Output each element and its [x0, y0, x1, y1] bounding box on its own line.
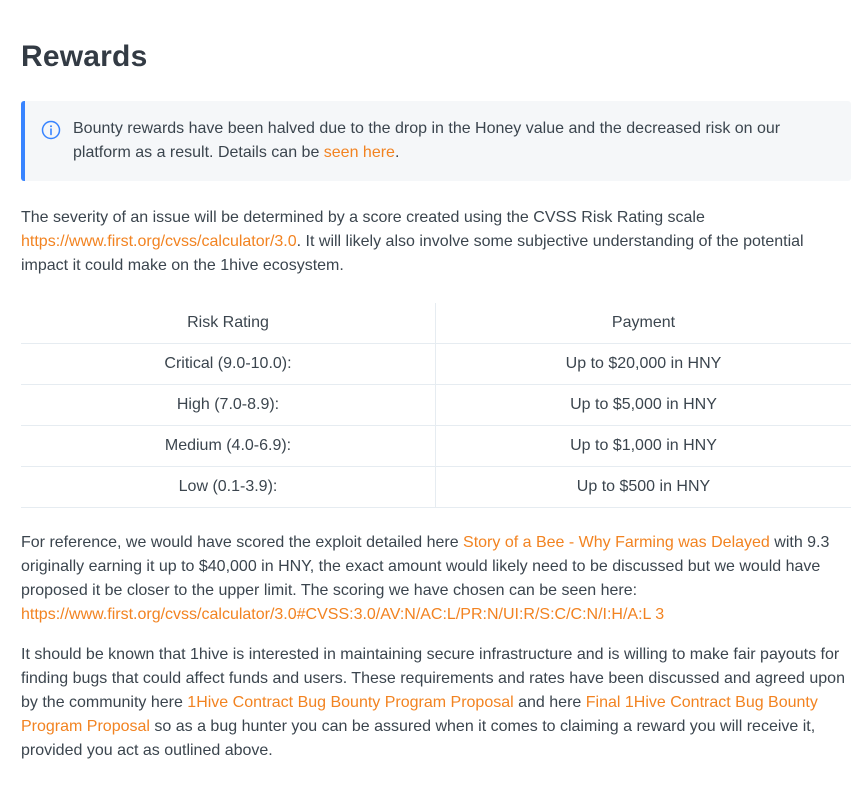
header-risk-rating: Risk Rating — [21, 303, 436, 344]
table-header-row — [21, 303, 851, 344]
story-of-a-bee-link[interactable]: Story of a Bee - Why Farming was Delayed — [463, 534, 770, 551]
risk-rating-cell: Critical (9.0-10.0): — [21, 344, 436, 385]
bounty-proposal-link[interactable]: 1Hive Contract Bug Bounty Program Proposal — [187, 694, 514, 711]
payment-cell: Up to $500 in HNY — [436, 467, 852, 508]
info-icon — [41, 120, 61, 140]
cvss-vector-link[interactable]: https://www.first.org/cvss/calculator/3.0#CVSS:3.0/AV:N/AC:L/PR:N/UI:R/S:C/C:N/I:H/A:L 3 — [21, 606, 665, 623]
hint-text: Bounty rewards have been halved due to the drop in the Honey value and the decreased risk on our platform as a result. Details can be seen here. — [73, 120, 781, 161]
header-payment: Payment — [436, 303, 852, 344]
risk-rating-cell: High (7.0-8.9): — [21, 385, 436, 426]
table-row — [21, 344, 851, 385]
reference-paragraph: For reference, we would have scored the exploit detailed here Story of a Bee - Why Farming was Delayed with 9.3 originally earning it up to $40,000 in HNY, the exact amount would likely need to be discussed but we would have proposed it be closer to the upper limit. The scoring we have chosen can be seen here: https://www.first.org/cvss/calculator/3.0#CVSS:3.0/AV:N/AC:L/PR:N/UI:R/S:C/C:N/I:H/A:L 3 — [21, 534, 830, 623]
payment-cell: Up to $5,000 in HNY — [436, 385, 852, 426]
risk-rating-cell: Low (0.1-3.9): — [21, 467, 436, 508]
table-row — [21, 385, 851, 426]
closing-paragraph: It should be known that 1hive is interested in maintaining secure infrastructure and is willing to make fair payouts for finding bugs that could affect funds and users. These requirements and rates have been discussed and agreed upon by the community here 1Hive Contract Bug Bounty Program Proposal and here Final 1Hive Contract Bug Bounty Program Proposal so as a bug hunter you can be assured when it comes to claiming a reward you will receive it, provided you act as outlined above. — [21, 646, 845, 759]
table-row — [21, 426, 851, 467]
page-title: Rewards — [21, 40, 148, 73]
cvss-calculator-link[interactable]: https://www.first.org/cvss/calculator/3.0 — [21, 233, 297, 250]
payment-cell: Up to $20,000 in HNY — [436, 344, 852, 385]
risk-rating-cell: Medium (4.0-6.9): — [21, 426, 436, 467]
payment-cell: Up to $1,000 in HNY — [436, 426, 852, 467]
table-row — [21, 467, 851, 508]
rewards-table — [21, 303, 851, 508]
info-hint — [21, 101, 851, 181]
seen-here-link[interactable]: seen here — [323, 144, 395, 161]
intro-paragraph: The severity of an issue will be determined by a score created using the CVSS Risk Rating scale https://www.first.org/cvss/calculator/3.0. It will likely also involve some subjective understanding of the potential impact it could make on the 1hive ecosystem. — [21, 209, 804, 274]
final-bounty-proposal-link[interactable]: Final 1Hive Contract Bug Bounty Program Proposal — [21, 694, 818, 735]
